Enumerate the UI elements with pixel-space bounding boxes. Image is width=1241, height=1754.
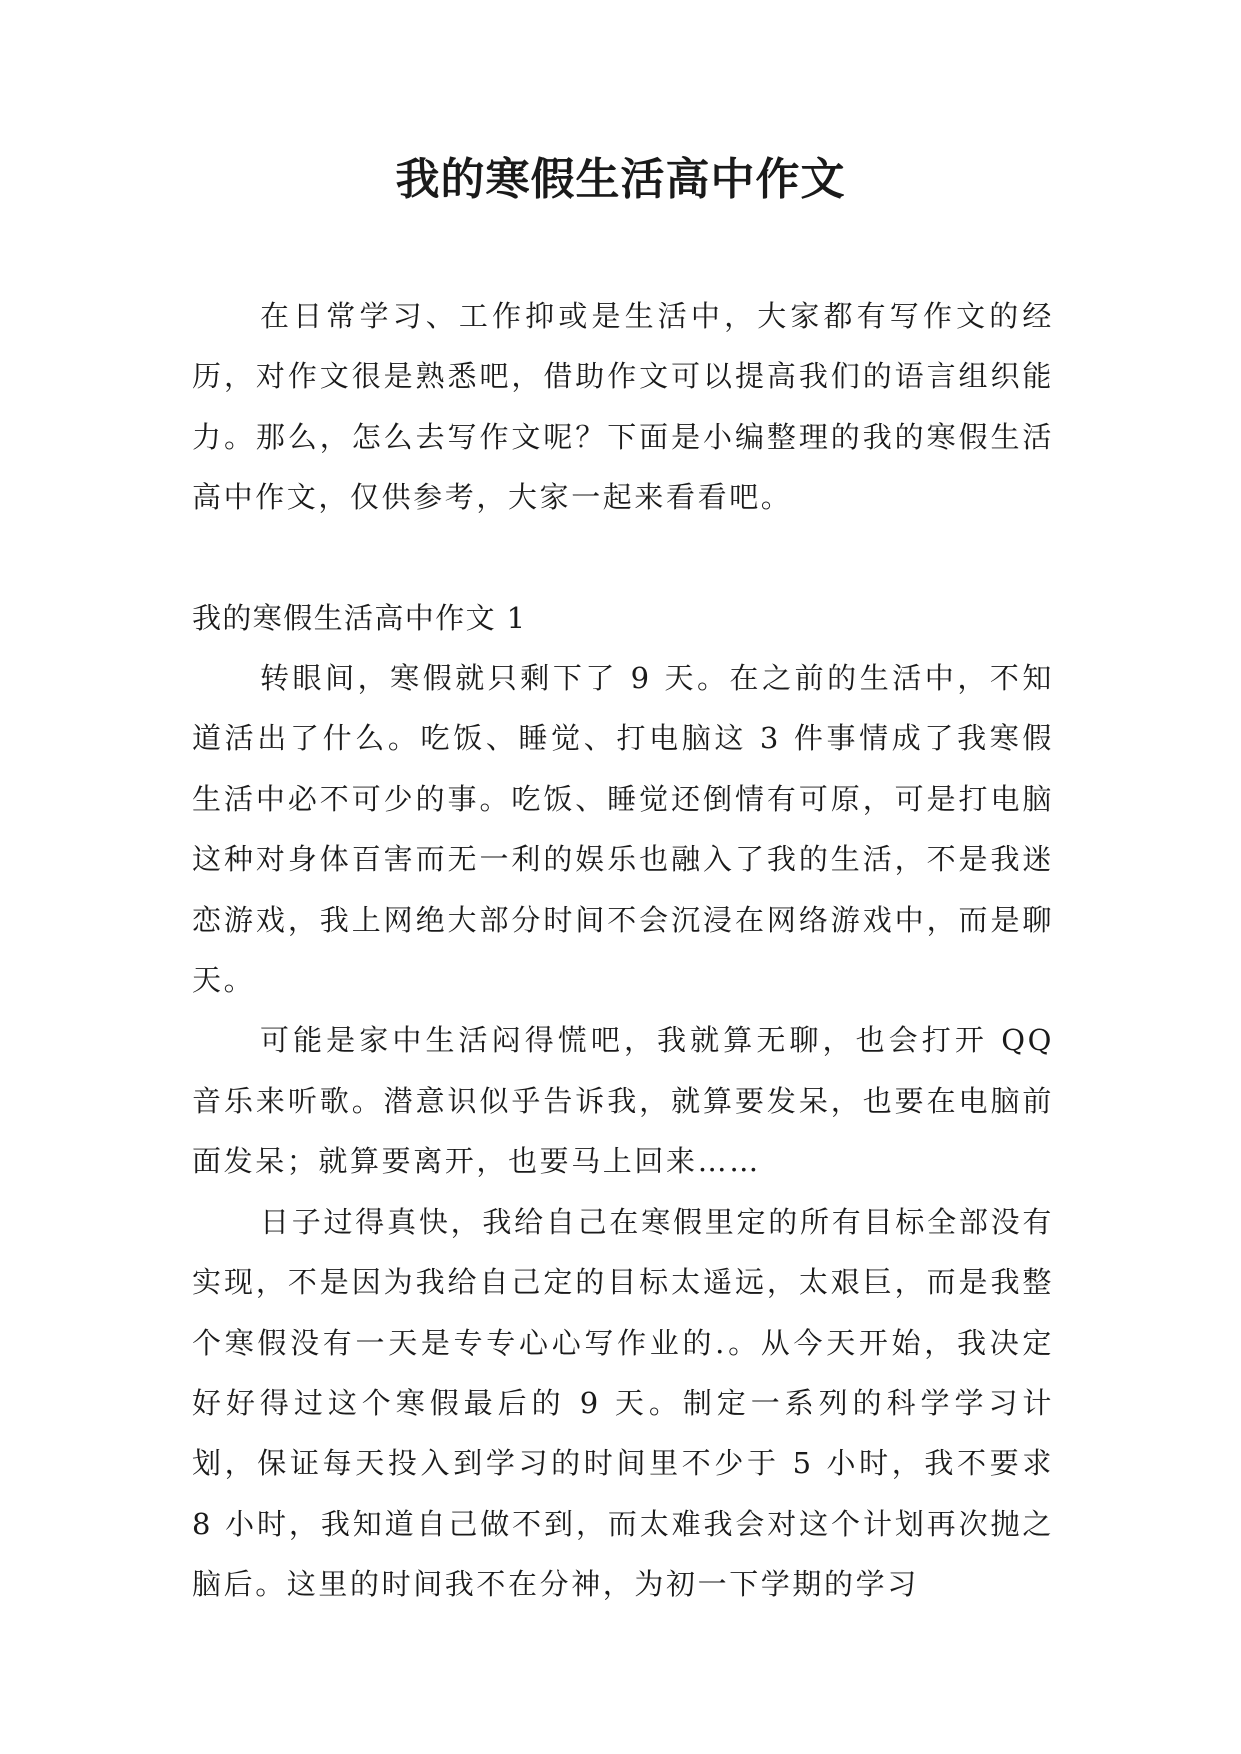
document-body (192, 286, 1054, 1615)
section-heading: 我的寒假生活高中作文 1 (192, 600, 527, 635)
body-paragraph-2: 可能是家中生活闷得慌吧，我就算无聊，也会打开 QQ 音乐来听歌。潜意识似乎告诉我，就算要发呆，也要在电脑前面发呆；就算要离开，也要马上回来…… (192, 1023, 1054, 1179)
intro-paragraph: 在日常学习、工作抑或是生活中，大家都有写作文的经历，对作文很是熟悉吧，借助作文可以提高我们的语言组织能力。那么，怎么去写作文呢？下面是小编整理的我的寒假生活高中作文，仅供参考，大家一起来看看吧。 (192, 299, 1054, 515)
body-paragraph-3: 日子过得真快，我给自己在寒假里定的所有目标全部没有实现，不是因为我给自己定的目标太遥远，太艰巨，而是我整个寒假没有一天是专专心心写作业的.。从今天开始，我决定好好得过这个寒假最后的 9 天。制定一系列的科学学习计划，保证每天投入到学习的时间里不少于 5 小时，我不要求 8 小时，我知道自己做不到，而太难我会对这个计划再次抛之脑后。这里的时间我不在分神，为初一下学期的学习 (192, 1204, 1054, 1602)
body-paragraph-1: 转眼间，寒假就只剩下了 9 天。在之前的生活中，不知道活出了什么。吃饭、睡觉、打电脑这 3 件事情成了我寒假生活中必不可少的事。吃饭、睡觉还倒情有可原，可是打电脑这种对身体百害而无一利的娱乐也融入了我的生活，不是我迷恋游戏，我上网绝大部分时间不会沉浸在网络游戏中，而是聊天。 (192, 661, 1054, 998)
document-title: 我的寒假生活高中作文 (395, 154, 846, 205)
